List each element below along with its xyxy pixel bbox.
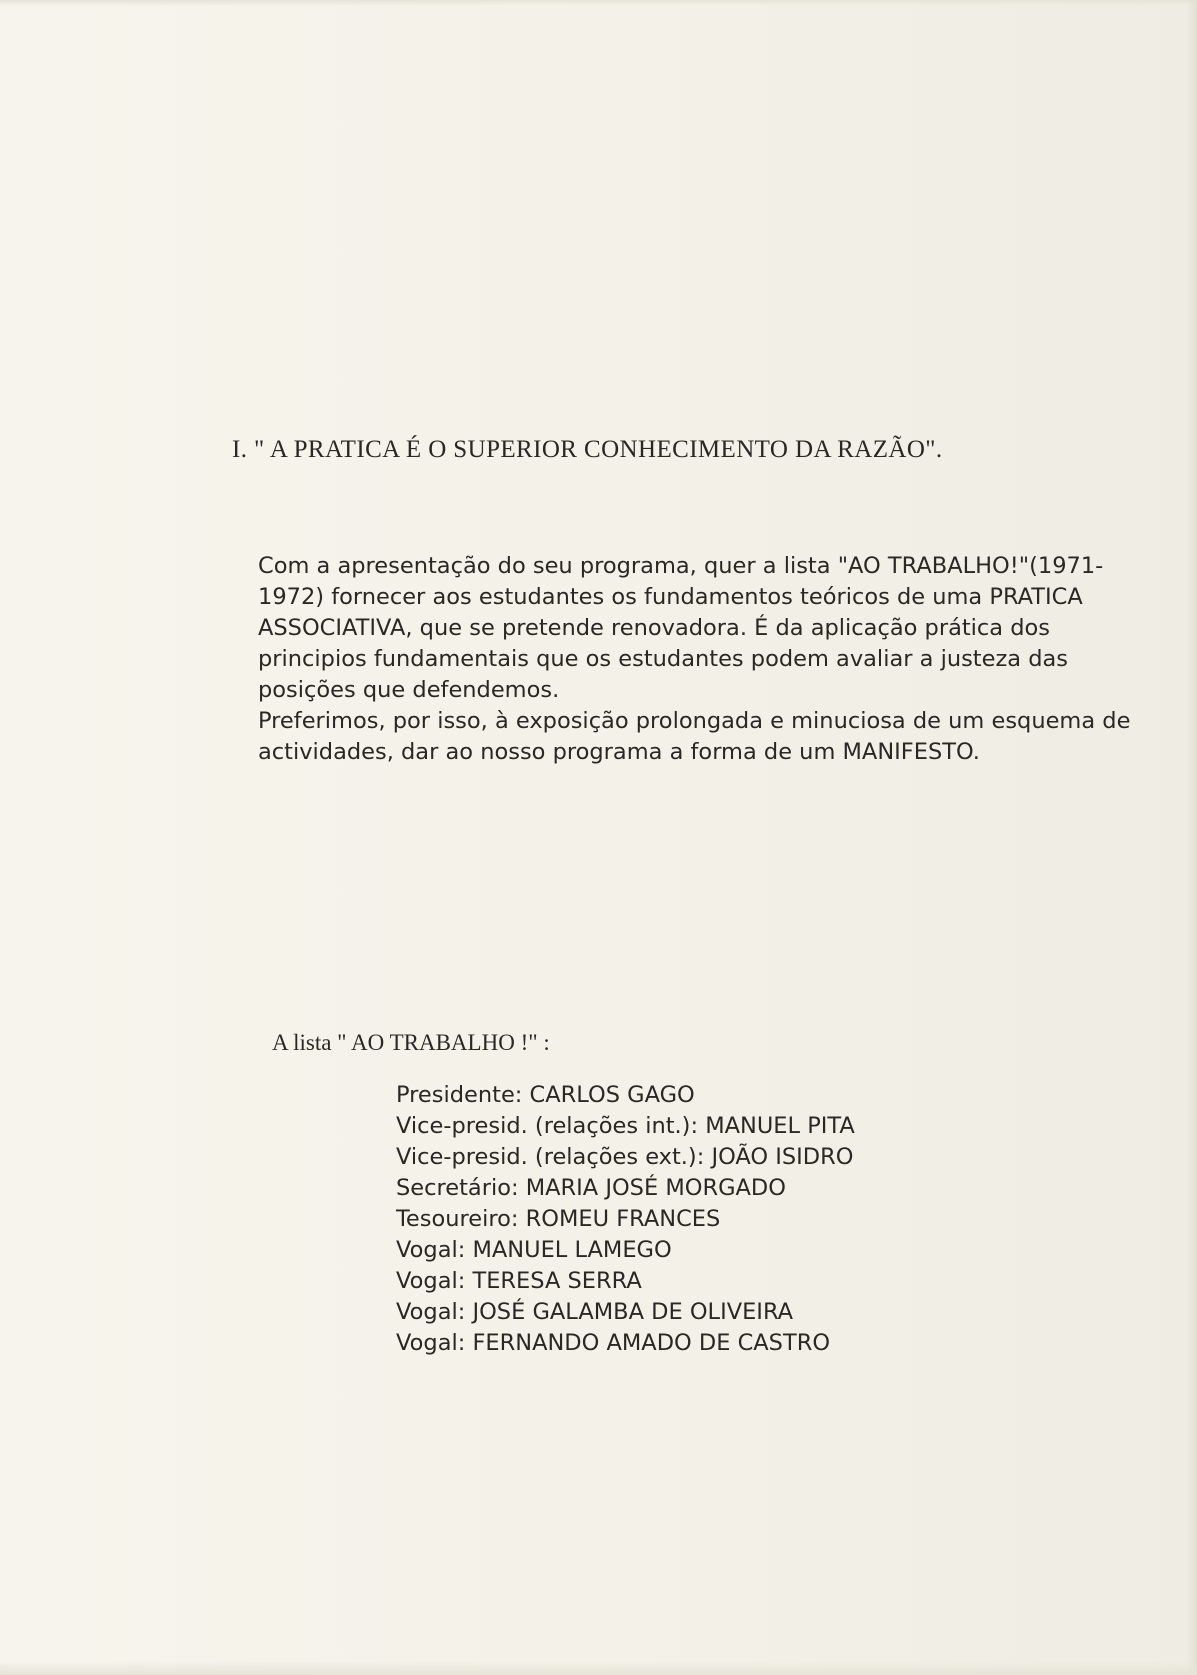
member-entry: Vogal: FERNANDO AMADO DE CASTRO bbox=[396, 1330, 831, 1356]
member-entry: Vogal: JOSÉ GALAMBA DE OLIVEIRA bbox=[396, 1299, 794, 1325]
paragraph-2: Preferimos, por isso, à exposição prolongada e minuciosa de um esquema de actividades, dar ao nosso programa a forma de um MANIFESTO. bbox=[258, 708, 1131, 765]
lista-label: A lista " AO TRABALHO !" : bbox=[272, 1030, 550, 1055]
paragraph-1: Com a apresentação do seu programa, quer a lista "AO TRABALHO!"(1971-1972) fornecer aos estudantes os fundamentos teóricos de uma PRATICA ASSOCIATIVA, que se pretende renovadora. É da aplicação prática dos principios fundamentais que os estudantes podem avaliar a justeza das posições que defendemos. bbox=[258, 553, 1104, 703]
page-edge-bottom bbox=[0, 1661, 1197, 1675]
member-entry: Presidente: CARLOS GAGO bbox=[396, 1082, 695, 1108]
member-entry: Vogal: TERESA SERRA bbox=[396, 1268, 642, 1294]
page-edge-top bbox=[0, 0, 1197, 6]
member-entry: Vice-presid. (relações int.): MANUEL PITA bbox=[396, 1113, 855, 1139]
member-entry: Vogal: MANUEL LAMEGO bbox=[396, 1237, 672, 1263]
section-heading: I. " A PRATICA É O SUPERIOR CONHECIMENTO DA RAZÃO". bbox=[232, 436, 943, 463]
page-edge-right bbox=[1187, 0, 1197, 1675]
member-entry: Vice-presid. (relações ext.): JOÃO ISIDRO bbox=[396, 1144, 854, 1170]
member-entry: Tesoureiro: ROMEU FRANCES bbox=[396, 1206, 721, 1232]
members-list bbox=[396, 1080, 855, 1359]
member-entry: Secretário: MARIA JOSÉ MORGADO bbox=[396, 1175, 786, 1201]
